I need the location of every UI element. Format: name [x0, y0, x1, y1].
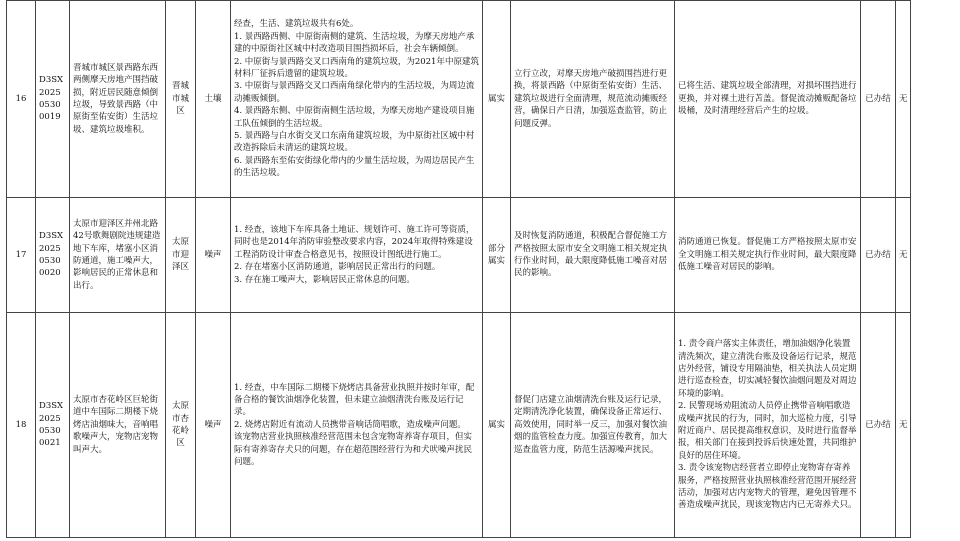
status: 已办结: [861, 198, 896, 313]
row-number: 16: [7, 1, 36, 198]
result-line: 2. 民警现场劝阻流动人员停止携带音响唱歌造成噪声扰民的行为，同时，加大巡检力度，引导附近商户、居民提高维权意识，及时进行监督举报，相关部门在接到投诉后快速处置，共同维护良好的居住环境。: [678, 401, 857, 461]
result-line: 1. 责令商户落实主体责任，增加油烟净化装置清洗频次，建立清洗台账及设备运行记录，规范店外经营，铺设专用隔油垫，相关执法人员定期进行巡查检查，切实减轻餐饮油烟问题及对周边环境的影响。: [678, 339, 857, 399]
pollution-type: 土壤: [196, 1, 231, 198]
result-text: 消防通道已恢复。督促施工方严格按照太原市安全文明施工相关规定执行作业时间，最大限度降低施工噪音对居民的影响。: [675, 198, 861, 313]
investigation-line: 5. 景西路与白水街交叉口东南角建筑垃圾，为中原街社区城中村改造拆除后未清运的建筑垃圾。: [234, 131, 475, 154]
investigation-line: 1. 景西路西侧、中原街南侧的建筑、生活垃圾，为摩天房地产承建的中原街社区城中村改造项目围挡损坏后，社会车辆倾倒。: [234, 31, 475, 55]
investigation-line: 3. 中原街与景西路交叉口西南角绿化带内的生活垃圾，为周边流动摊贩倾倒。: [234, 81, 475, 104]
accountability: 无: [896, 198, 911, 313]
investigation-line: 该宠物店营业执照核准经营范围未包含宠物寄养寄存项目，但实际有寄养寄存犬只的问题，存在超范围经营行为和犬吠噪声扰民问题。: [234, 432, 473, 468]
investigation-line: 2. 烧烤店附近有流动人员携带音响话筒唱歌，造成噪声问题。: [234, 419, 466, 430]
district: 晋城市城区: [166, 1, 196, 198]
case-code: D3SX202505300020: [36, 198, 70, 313]
measures-text: 立行立改，对摩天房地产破损围挡进行更换，将景西路（中原街至佑安街）生活、建筑垃圾进行全面清理，规范流动摊贩经营，确保日产日清，加强巡查监管，防止问题反弹。: [511, 1, 675, 198]
complaint-text: 太原市杏花岭区巨轮街道中车国际二期楼下烧烤店油烟味大，音响唱歌噪声大，宠物店宠物叫声大。: [70, 313, 166, 538]
verdict: 属实: [483, 1, 511, 198]
accountability: 无: [896, 1, 911, 198]
pollution-type: 噪声: [196, 198, 231, 313]
result-text: [675, 313, 861, 538]
measures-text: 督促门店建立油烟清洗台账及运行记录，定期清洗净化装置，确保设备正常运行、高效使用，同时举一反三，加强对餐饮油烟的监管检查力度。加强宣传教育，加大巡查监管力度，防范生活源噪声扰民。: [511, 313, 675, 538]
status: 已办结: [861, 1, 896, 198]
verdict: 属实: [483, 313, 511, 538]
accountability: 无: [896, 313, 911, 538]
complaint-text: 晋城市城区景西路东西两侧摩天房地产围挡破损，附近居民随意倾倒垃圾，导致景西路（中原街至佑安街）生活垃圾、建筑垃圾堆积。: [70, 1, 166, 198]
result-text: 已将生活、建筑垃圾全部清理，对损坏围挡进行更换，并对裸土进行苫盖。督促流动摊贩配备垃圾桶，及时清理经营后产生的垃圾。: [675, 1, 861, 198]
investigation-line: 1. 经查，该地下车库具备土地证、规划许可、施工许可等资质，同时也是2014年消防审验整改要求内容，2024年取得特殊建设工程消防设计审查合格意见书，按照设计图纸进行施工。: [234, 224, 475, 260]
table-row: [7, 1, 911, 198]
investigation-line: 经查，生活、建筑垃圾共有6处。: [234, 19, 359, 30]
case-code: D3SX202505300021: [36, 313, 70, 538]
table-row: [7, 198, 911, 313]
investigation-text: [231, 198, 483, 313]
investigation-line: 3. 存在施工噪声大，影响居民正常休息的问题。: [234, 274, 415, 285]
investigation-line: 6. 景西路东至佑安街绿化带内的少量生活垃圾，为周边居民产生的生活垃圾。: [234, 155, 475, 179]
district: 太原市迎泽区: [166, 198, 196, 313]
investigation-line: 4. 景西路东侧、中原街南侧生活垃圾，为摩天房地产建设项目施工队伍倾倒的生活垃圾。: [234, 106, 475, 129]
pollution-type: 噪声: [196, 313, 231, 538]
row-number: 18: [7, 313, 36, 538]
district: 太原市杏花岭区: [166, 313, 196, 538]
investigation-line: 2. 中原街与景西路交叉口西南角的建筑垃圾，为2021年中原建筑材料厂征拆后遗留的建筑垃圾。: [234, 56, 479, 79]
complaint-text: 太原市迎泽区并州北路42号歌舞剧院违规建造地下车库，堵塞小区消防通道，施工噪声大，影响居民的正常休息和出行。: [70, 198, 166, 313]
investigation-line: 1. 经查，中车国际二期楼下烧烤店具备营业执照并按时年审，配备合格的餐饮油烟净化装置，但未建立油烟清洗台账及运行记录。: [234, 382, 475, 418]
result-line: 3. 责令该宠物店经营者立即停止宠物寄存寄养服务，严格按照营业执照核准经营范围开展经营活动，加强对店内宠物犬的管理，避免因管理不善造成噪声扰民，现该宠物店内已无寄养犬只。: [678, 463, 857, 511]
investigation-line: 2. 存在堵塞小区消防通道，影响居民正常出行的问题。: [234, 262, 441, 273]
status: 已办结: [861, 313, 896, 538]
investigation-text: [231, 313, 483, 538]
investigation-text: [231, 1, 483, 198]
measures-text: 及时恢复消防通道，积极配合督促施工方严格按照太原市安全文明施工相关规定执行作业时间，最大限度降低施工噪音对居民的影响。: [511, 198, 675, 313]
verdict: 部分属实: [483, 198, 511, 313]
case-code: D3SX202505300019: [36, 1, 70, 198]
case-table: [6, 0, 911, 538]
row-number: 17: [7, 198, 36, 313]
table-row: [7, 313, 911, 538]
